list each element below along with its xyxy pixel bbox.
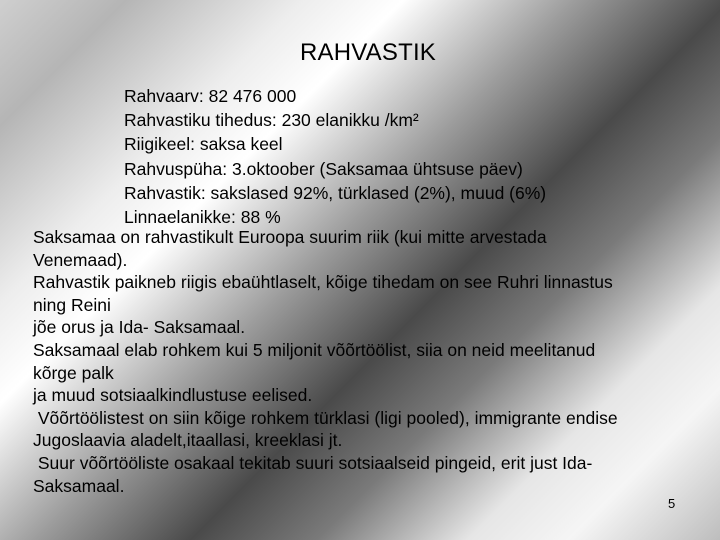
body-line: ja muud sotsiaalkindlustuse eelised. (33, 385, 313, 406)
body-line: Suur võõrtööliste osakaal tekitab suuri sotsiaalseid pingeid, erit just Ida- (33, 452, 593, 473)
body-line: kõrge palk (33, 362, 114, 383)
body-line: Saksamaal. (33, 475, 125, 496)
slide-title: RAHVASTIK (299, 39, 437, 66)
body-line: Rahvastik paikneb riigis ebaühtlaselt, kõige tihedam on see Ruhri linnastus (33, 272, 613, 293)
body-line: Saksamaa on rahvastikult Euroopa suurim riik (kui mitte arvestada (33, 227, 547, 247)
body-line: Võõrtöölistest on siin kõige rohkem türklasi (ligi pooled), immigrante endise (33, 407, 618, 428)
body-line: Jugoslaavia aladelt,itaallasi, kreeklasi jt. (33, 430, 343, 451)
body-line: ning Reini (33, 294, 111, 315)
fact-population: Rahvaarv: 82 476 000 (124, 86, 297, 106)
fact-language: Riigikeel: saksa keel (124, 134, 283, 155)
fact-urban-population: Linnaelanikke: 88 % (124, 207, 281, 228)
page-number: 5 (668, 496, 676, 511)
body-line: Saksamaal elab rohkem kui 5 miljonit võõrtöölist, siia on neid meelitanud (33, 339, 596, 360)
fact-national-holiday: Rahvuspüha: 3.oktoober (Saksamaa ühtsuse päev) (124, 158, 523, 179)
facts-list (124, 84, 546, 229)
fact-density: Rahvastiku tihedus: 230 elanikku /km² (124, 110, 419, 131)
body-line: jõe orus ja Ida- Saksamaal. (33, 317, 246, 338)
body-line: Venemaad). (33, 249, 128, 270)
fact-ethnic-composition: Rahvastik: sakslased 92%, türklased (2%), muud (6%) (124, 182, 547, 203)
body-text (33, 226, 703, 497)
